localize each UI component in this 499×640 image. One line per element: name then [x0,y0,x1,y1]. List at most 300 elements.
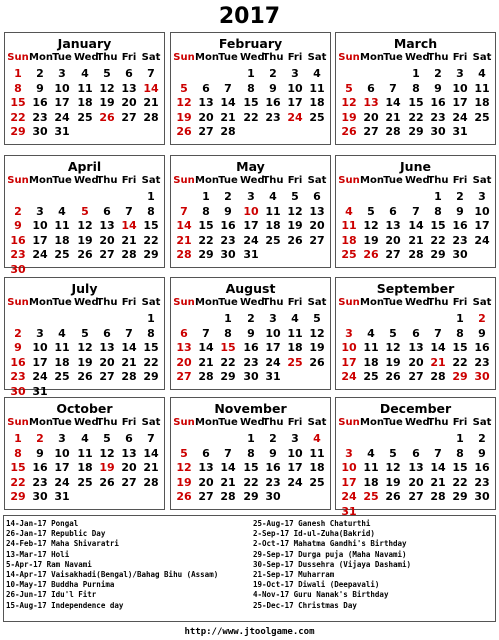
calendar-day: 14 [408,219,424,232]
month-april [4,155,165,276]
calendar-day: 9 [269,81,277,95]
calendar-day: 27 [363,125,379,138]
calendar-day: 14 [143,81,159,95]
weekday-header: Sun [338,297,360,308]
calendar-day: 9 [269,446,277,460]
calendar-day: 15 [430,219,446,232]
calendar-day: 14 [121,219,137,232]
calendar-day: 26 [77,248,93,261]
calendar-day: 12 [385,341,401,354]
calendar-day: 29 [143,370,159,383]
weekday-header: Mon [360,52,384,63]
calendar-day: 15 [143,341,159,354]
calendar-day: 21 [198,355,214,369]
calendar-day: 9 [36,446,44,460]
holiday-entry: 4-Nov-17 Guru Nanak's Birthday [253,590,389,600]
calendar-day: 25 [309,110,325,124]
holiday-list [3,515,496,622]
weekday-header: Fri [121,297,137,308]
calendar-day: 27 [198,125,214,138]
weekday-header: Mon [360,175,384,186]
calendar-day: 18 [309,461,325,474]
calendar-day: 20 [408,355,424,369]
calendar-day: 14 [121,341,137,354]
calendar-day: 5 [367,204,375,218]
calendar-day: 23 [32,110,48,124]
calendar-day: 12 [77,219,93,232]
calendar-day: 5 [103,67,111,80]
calendar-day: 20 [198,475,214,489]
calendar-day: 17 [341,355,357,369]
calendar-day: 25 [363,490,379,503]
weekday-header: Tue [218,297,238,308]
calendar-day: 24 [287,475,303,489]
calendar-day: 3 [36,326,44,340]
calendar-day: 16 [10,355,26,369]
calendar-day: 7 [125,326,133,340]
holiday-entry: 19-Oct-17 Diwali (Deepavali) [253,580,380,590]
calendar-day: 5 [81,204,89,218]
calendar-day: 19 [77,233,93,247]
calendar-day: 13 [99,341,115,354]
calendar-day: 9 [14,341,22,354]
calendar-day: 18 [77,461,93,474]
calendar-day: 18 [363,355,379,369]
calendar-day: 2 [14,326,22,340]
calendar-day: 13 [408,341,424,354]
weekday-header: Fri [287,297,303,308]
weekday-header: Thu [262,417,284,428]
weekday-header: Fri [287,175,303,186]
calendar-day: 6 [125,432,133,445]
calendar-day: 3 [58,432,66,445]
weekday-header: Mon [195,52,219,63]
calendar-day: 29 [452,490,468,503]
calendar-day: 23 [10,248,26,261]
weekday-header: Sat [472,175,492,186]
calendar-day: 28 [143,110,159,124]
calendar-day: 27 [385,248,401,261]
calendar-day: 20 [176,355,192,369]
weekday-header: Fri [452,175,468,186]
calendar-day: 25 [363,370,379,383]
calendar-day: 11 [54,341,70,354]
month-november [170,397,331,510]
calendar-day: 30 [220,248,236,261]
calendar-day: 10 [341,461,357,474]
calendar-day: 21 [385,110,401,124]
calendar-day: 22 [10,110,26,124]
calendar-day: 19 [77,355,93,369]
calendar-day: 9 [224,204,232,218]
calendar-day: 28 [121,370,137,383]
month-february [170,32,331,145]
calendar-day: 12 [385,461,401,474]
calendar-day: 27 [408,490,424,503]
calendar-day: 2 [434,67,442,80]
calendar-day: 20 [121,461,137,474]
weekday-header: Sat [307,175,327,186]
calendar-day: 10 [265,326,281,340]
calendar-day: 1 [14,432,22,445]
calendar-day: 23 [10,370,26,383]
weekday-header: Tue [52,175,72,186]
calendar-day: 18 [265,219,281,232]
weekday-header: Fri [452,417,468,428]
calendar-day: 23 [32,475,48,489]
calendar-day: 11 [54,219,70,232]
calendar-day: 18 [54,355,70,369]
calendar-day: 30 [474,370,490,383]
calendar-day: 17 [54,96,70,109]
calendar-day: 24 [243,233,259,247]
calendar-day: 20 [385,233,401,247]
calendar-day: 29 [452,370,468,383]
calendar-day: 1 [224,312,232,325]
calendar-day: 4 [367,446,375,460]
calendar-day: 8 [202,204,210,218]
holiday-entry: 2-Sep-17 Id-ul-Zuha(Bakrid) [253,529,375,539]
calendar-day: 15 [408,96,424,109]
calendar-day: 18 [341,233,357,247]
weekday-header: Sun [7,297,29,308]
weekday-header: Wed [240,52,265,63]
calendar-day: 2 [36,432,44,445]
calendar-day: 16 [452,219,468,232]
month-may [170,155,331,268]
calendar-day: 21 [430,475,446,489]
weekday-header: Thu [96,297,118,308]
calendar-day: 31 [265,370,281,383]
calendar-day: 15 [220,341,236,354]
calendar-day: 21 [143,461,159,474]
calendar-day: 5 [103,432,111,445]
calendar-day: 15 [243,96,259,109]
month-march [335,32,496,145]
calendar-day: 14 [220,461,236,474]
calendar-day: 24 [341,490,357,503]
calendar-day: 6 [202,81,210,95]
calendar-day: 20 [99,355,115,369]
calendar-day: 15 [10,461,26,474]
calendar-day: 22 [10,475,26,489]
weekday-header: Wed [240,175,265,186]
weekday-header: Mon [195,175,219,186]
calendar-day: 1 [456,312,464,325]
weekday-header: Mon [195,417,219,428]
weekday-header: Sun [173,297,195,308]
calendar-day: 19 [99,96,115,109]
calendar-day: 12 [176,461,192,474]
calendar-day: 21 [408,233,424,247]
calendar-day: 21 [220,110,236,124]
calendar-day: 26 [99,475,115,489]
calendar-day: 6 [202,446,210,460]
calendar-day: 2 [456,190,464,203]
calendar-day: 5 [389,326,397,340]
calendar-day: 10 [243,204,259,218]
holiday-entry: 24-Feb-17 Maha Shivaratri [6,539,119,549]
month-september [335,277,496,390]
weekday-header: Fri [121,175,137,186]
calendar-day: 23 [474,475,490,489]
calendar-day: 10 [287,446,303,460]
calendar-day: 21 [121,233,137,247]
calendar-day: 14 [430,461,446,474]
calendar-day: 22 [143,233,159,247]
holiday-entry: 15-Aug-17 Independence day [6,600,124,610]
weekday-header: Sat [472,297,492,308]
calendar-day: 24 [452,110,468,124]
calendar-day: 29 [220,370,236,383]
calendar-day: 2 [478,432,486,445]
calendar-day: 20 [198,110,214,124]
calendar-day: 11 [363,461,379,474]
calendar-day: 12 [77,341,93,354]
calendar-day: 22 [198,233,214,247]
weekday-header: Sat [307,52,327,63]
calendar-day: 14 [143,446,159,460]
calendar-day: 24 [474,233,490,247]
calendar-day: 9 [478,326,486,340]
calendar-day: 23 [220,233,236,247]
weekday-header: Sun [173,417,195,428]
weekday-header: Sat [141,297,161,308]
calendar-day: 9 [14,219,22,232]
calendar-day: 4 [58,204,66,218]
calendar-day: 3 [291,432,299,445]
calendar-day: 31 [54,490,70,503]
weekday-header: Wed [405,297,430,308]
calendar-day: 31 [54,125,70,138]
calendar-day: 6 [412,446,420,460]
calendar-day: 19 [385,355,401,369]
weekday-header: Thu [96,417,118,428]
calendar-day: 15 [452,341,468,354]
calendar-day: 25 [77,110,93,124]
calendar-day: 5 [345,81,353,95]
calendar-day: 10 [474,204,490,218]
weekday-header: Tue [52,297,72,308]
calendar-day: 24 [265,355,281,369]
calendar-day: 8 [412,81,420,95]
calendar-day: 6 [313,190,321,203]
calendar-day: 7 [434,326,442,340]
calendar-day: 31 [341,504,357,518]
holiday-entry: 25-Aug-17 Ganesh Chaturthi [253,519,371,528]
calendar-day: 27 [309,233,325,247]
calendar-day: 21 [220,475,236,489]
calendar-day: 6 [103,326,111,340]
calendar-day: 29 [408,125,424,138]
weekday-header: Mon [29,175,53,186]
calendar-day: 10 [287,81,303,95]
calendar-day: 4 [478,67,486,80]
calendar-day: 7 [224,446,232,460]
calendar-day: 28 [220,125,236,138]
weekday-header: Thu [96,52,118,63]
weekday-header: Fri [452,297,468,308]
weekday-header: Sun [338,417,360,428]
month-name: November [214,401,287,416]
holiday-list-left-column [6,519,218,611]
month-january [4,32,165,145]
calendar-day: 16 [265,96,281,109]
calendar-day: 24 [341,370,357,383]
calendar-day: 1 [247,432,255,445]
calendar-day: 13 [121,446,137,460]
calendar-day: 7 [202,326,210,340]
weekday-header: Sun [7,175,29,186]
weekday-header: Thu [262,297,284,308]
calendar-day: 24 [54,475,70,489]
calendar-day: 6 [367,81,375,95]
calendar-day: 21 [176,233,192,247]
calendar-day: 12 [176,96,192,109]
weekday-header: Tue [218,52,238,63]
calendar-day: 21 [121,355,137,369]
calendar-day: 18 [54,233,70,247]
calendar-day: 23 [265,110,281,124]
calendar-day: 3 [478,190,486,203]
calendar-day: 24 [32,370,48,383]
calendar-day: 4 [367,326,375,340]
calendar-day: 12 [309,326,325,340]
calendar-day: 26 [385,490,401,503]
calendar-day: 23 [474,355,490,369]
calendar-day: 5 [389,446,397,460]
calendar-day: 11 [309,446,325,460]
calendar-day: 1 [14,67,22,80]
weekday-header: Wed [74,175,99,186]
calendar-day: 30 [452,248,468,261]
calendar-day: 11 [77,446,93,460]
calendar-day: 25 [474,110,490,124]
weekday-header: Sun [7,417,29,428]
calendar-day: 22 [452,475,468,489]
calendar-day: 19 [176,475,192,489]
calendar-day: 14 [430,341,446,354]
calendar-day: 18 [474,96,490,109]
holiday-entry: 26-Jun-17 Idu'l Fitr [6,590,97,600]
calendar-day: 27 [176,370,192,383]
calendar-day: 29 [10,490,26,503]
calendar-day: 8 [247,81,255,95]
calendar-day: 13 [309,204,325,218]
calendar-day: 31 [243,248,259,261]
calendar-day: 19 [99,461,115,474]
calendar-day: 3 [345,326,353,340]
calendar-day: 29 [10,125,26,138]
calendar-day: 25 [265,233,281,247]
holiday-list-right-column [253,519,411,611]
calendar-day: 18 [287,341,303,354]
holiday-entry: 21-Sep-17 Muharram [253,569,335,579]
calendar-day: 22 [220,355,236,369]
calendar-day: 26 [287,233,303,247]
calendar-day: 12 [341,96,357,109]
month-name: September [376,281,455,296]
calendar-day: 31 [32,384,48,398]
weekday-header: Sat [141,52,161,63]
calendar-day: 24 [32,248,48,261]
calendar-day: 25 [54,248,70,261]
calendar-day: 17 [341,475,357,489]
calendar-day: 20 [99,233,115,247]
calendar-day: 7 [147,432,155,445]
calendar-day: 5 [180,446,188,460]
weekday-header: Mon [360,417,384,428]
calendar-day: 26 [176,490,192,503]
calendar-day: 22 [143,355,159,369]
calendar-day: 15 [10,96,26,109]
weekday-header: Mon [195,297,219,308]
weekday-header: Sun [338,175,360,186]
calendar-day: 17 [32,355,48,369]
weekday-header: Wed [74,52,99,63]
calendar-day: 31 [452,125,468,138]
calendar-day: 7 [389,81,397,95]
weekday-header: Fri [452,52,468,63]
calendar-day: 27 [121,110,137,124]
calendar-day: 2 [224,190,232,203]
calendar-day: 18 [77,96,93,109]
weekday-header: Tue [383,297,403,308]
weekday-header: Mon [29,297,53,308]
weekday-header: Sun [7,52,29,63]
calendar-day: 19 [287,219,303,232]
holiday-entry: 14-Jan-17 Pongal [6,519,79,528]
holiday-entry: 25-Dec-17 Christmas Day [253,600,357,610]
calendar-day: 23 [430,110,446,124]
calendar-day: 13 [385,219,401,232]
calendar-day: 7 [412,204,420,218]
calendar-day: 22 [243,475,259,489]
weekday-header: Wed [74,417,99,428]
calendar-day: 22 [430,233,446,247]
calendar-day: 27 [99,248,115,261]
weekday-header: Thu [427,417,449,428]
month-june [335,155,496,268]
calendar-day: 17 [287,461,303,474]
calendar-day: 2 [269,67,277,80]
calendar-day: 15 [243,461,259,474]
calendar-day: 8 [456,326,464,340]
calendar-day: 20 [121,96,137,109]
calendar-day: 5 [313,312,321,325]
calendar-day: 5 [180,81,188,95]
calendar-day: 15 [452,461,468,474]
calendar-day: 2 [478,312,486,325]
calendar-day: 16 [32,96,48,109]
calendar-day: 28 [430,370,446,383]
holiday-entry: 29-Sep-17 Durga puja (Maha Navami) [253,549,407,559]
calendar-day: 23 [452,233,468,247]
calendar-day: 30 [474,490,490,503]
calendar-day: 28 [430,490,446,503]
calendar-day: 14 [220,96,236,109]
month-name: June [400,159,431,174]
holiday-entry: 5-Apr-17 Ram Navami [6,559,92,569]
calendar-day: 19 [309,341,325,354]
calendar-day: 26 [99,110,115,124]
weekday-header: Fri [287,417,303,428]
calendar-day: 27 [198,490,214,503]
calendar-day: 3 [291,67,299,80]
calendar-day: 1 [412,67,420,80]
calendar-day: 13 [408,461,424,474]
weekday-header: Thu [262,175,284,186]
